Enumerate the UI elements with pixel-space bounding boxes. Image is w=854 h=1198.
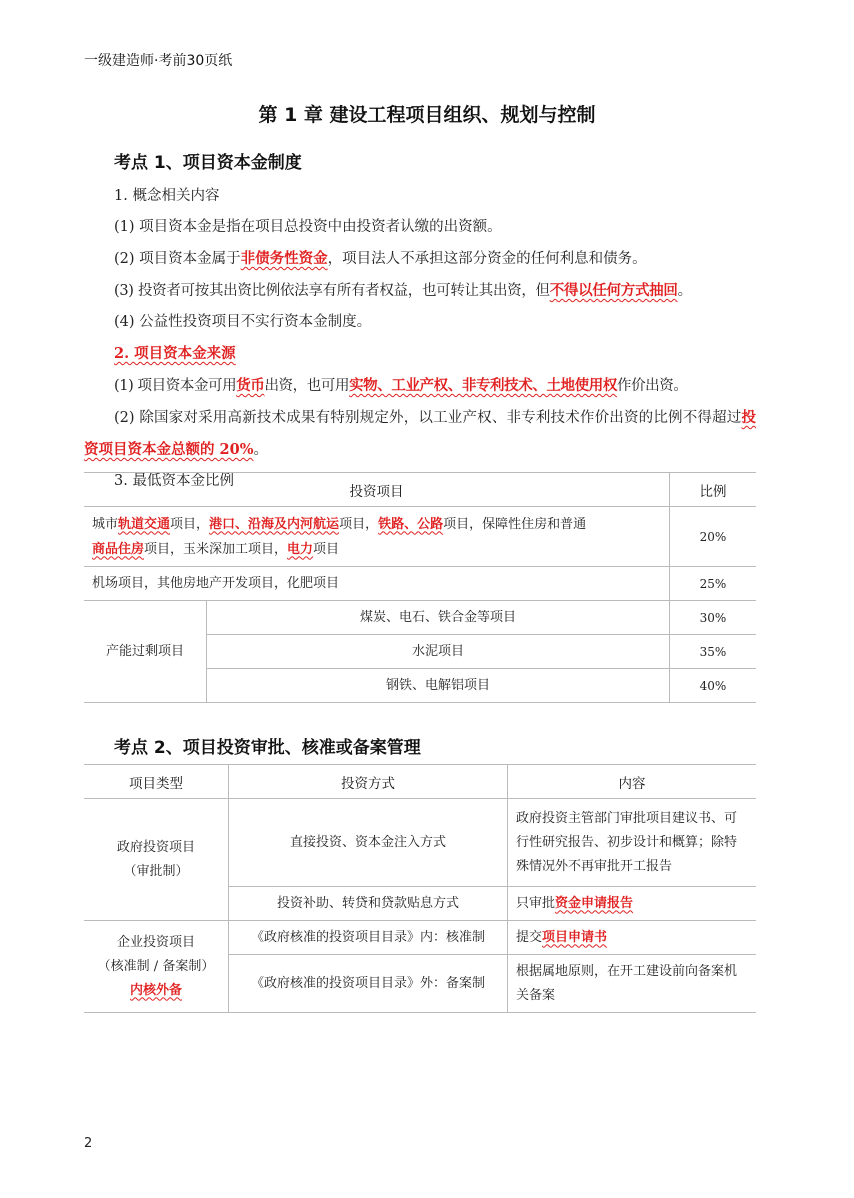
highlight: 港口、沿海及内河航运	[209, 516, 340, 532]
table-header-row	[84, 765, 756, 799]
project-cell: 机场项目，其他房地产开发项目，化肥项目	[84, 567, 670, 601]
method-cell: 《政府核准的投资项目目录》外：备案制	[229, 955, 508, 1013]
concept-heading: 1. 概念相关内容	[114, 188, 220, 204]
content-cell: 根据属地原则，在开工建设前向备案机关备案	[508, 955, 757, 1013]
table-row	[84, 799, 756, 887]
text: 。	[253, 442, 269, 458]
table-row	[84, 567, 756, 601]
content-cell: 政府投资主管部门审批项目建议书、可行性研究报告、初步设计和概算；除特殊情况外不再审批开工报告	[508, 799, 757, 887]
table-row	[84, 601, 756, 635]
ent-type: 企业投资项目	[116, 934, 195, 950]
ratio-cell: 25%	[670, 567, 757, 601]
text: 作价出资。	[616, 378, 688, 394]
highlight-non-debt-funds: 非债务性资金	[240, 250, 328, 267]
text: (2) 项目资本金属于	[114, 251, 241, 267]
content-cell	[508, 921, 757, 955]
gov-mode: （审批制）	[123, 863, 189, 879]
text: 城市	[92, 516, 119, 532]
gov-type: 政府投资项目	[116, 839, 195, 855]
text: 项目，保障性住房和普通	[443, 516, 587, 532]
project-cell	[84, 507, 670, 567]
ratio-cell: 35%	[670, 635, 757, 669]
project-cell: 钢铁、电解铝项目	[207, 669, 670, 703]
source-item-2	[84, 402, 756, 466]
highlight: 商品住房	[92, 541, 145, 557]
col-header-project: 投资项目	[84, 473, 670, 507]
text: (3) 投资者可按其出资比例依法享有所有者权益，也可转让其出资，但	[114, 283, 550, 299]
col-header-method: 投资方式	[229, 765, 508, 799]
concept-item-1: (1) 项目资本金是指在项目总投资中由投资者认缴的出资额。	[114, 219, 502, 235]
text: (2) 除国家对采用高新技术成果有特别规定外，以工业产权、非专利技术作价出资的比例不得超过	[114, 410, 742, 426]
text: 项目	[313, 541, 340, 557]
highlight: 轨道交通	[118, 516, 171, 532]
text: 。	[677, 283, 692, 299]
content-cell	[508, 887, 757, 921]
highlight-assets: 实物、工业产权、非专利技术、土地使用权	[349, 377, 617, 394]
method-cell: 投资补助、转贷和贷款贴息方式	[229, 887, 508, 921]
investment-approval-table	[84, 764, 756, 1013]
concept-item-4: (4) 公益性投资项目不实行资本金制度。	[114, 314, 372, 330]
overcapacity-group-cell: 产能过剩项目	[84, 601, 207, 703]
section1-title: 考点 1、项目资本金制度	[114, 153, 302, 173]
running-header: 一级建造师·考前30页纸	[84, 53, 233, 69]
table-row	[84, 507, 756, 567]
highlight-no-withdraw: 不得以任何方式抽回	[549, 282, 678, 299]
ent-note-wrap	[88, 979, 224, 1003]
text: ，项目法人不承担这部分资金的任何利息和债务。	[327, 251, 647, 267]
highlight: 电力	[287, 541, 314, 557]
gov-project-type-cell	[84, 799, 229, 921]
project-cell: 水泥项目	[207, 635, 670, 669]
highlight-inner-approve-outer-record: 内核外备	[129, 982, 182, 998]
concept-item-2	[114, 243, 756, 275]
text: (1) 项目资本金可用	[114, 378, 237, 394]
highlight-application-form: 项目申请书	[542, 929, 608, 945]
col-header-type: 项目类型	[84, 765, 229, 799]
highlight-currency: 货币	[236, 377, 265, 394]
col-header-content: 内容	[508, 765, 757, 799]
col-header-ratio: 比例	[670, 473, 757, 507]
highlight: 铁路、公路	[378, 516, 444, 532]
source-item-1	[114, 370, 756, 402]
method-cell: 《政府核准的投资项目目录》内：核准制	[229, 921, 508, 955]
page-number: 2	[84, 1136, 93, 1151]
highlight-fund-application: 资金申请报告	[555, 895, 634, 911]
chapter-title: 第 1 章 建设工程项目组织、规划与控制	[258, 104, 596, 126]
min-capital-table	[84, 472, 756, 703]
section1-body	[84, 181, 756, 497]
project-cell: 煤炭、电石、铁合金等项目	[207, 601, 670, 635]
table-header-row	[84, 473, 756, 507]
enterprise-project-type-cell	[84, 921, 229, 1013]
ratio-cell: 20%	[670, 507, 757, 567]
text: 项目，	[339, 516, 379, 532]
ratio-cell: 40%	[670, 669, 757, 703]
text: 只审批	[516, 895, 556, 911]
ent-mode: （核准制 / 备案制）	[97, 958, 215, 974]
text: 项目，玉米深加工项目，	[144, 541, 288, 557]
table-row	[84, 921, 756, 955]
text: 出资，也可用	[264, 378, 350, 394]
section2-title: 考点 2、项目投资审批、核准或备案管理	[114, 738, 421, 758]
highlight-20-percent: 投资项目资本金总额的 20%	[84, 409, 756, 458]
text: 提交	[516, 929, 543, 945]
source-heading: 2. 项目资本金来源	[114, 345, 236, 362]
concept-item-3	[114, 275, 756, 307]
method-cell: 直接投资、资本金注入方式	[229, 799, 508, 887]
ratio-cell: 30%	[670, 601, 757, 635]
min-capital-heading: 3. 最低资本金比例	[114, 473, 234, 489]
text: 项目，	[170, 516, 210, 532]
